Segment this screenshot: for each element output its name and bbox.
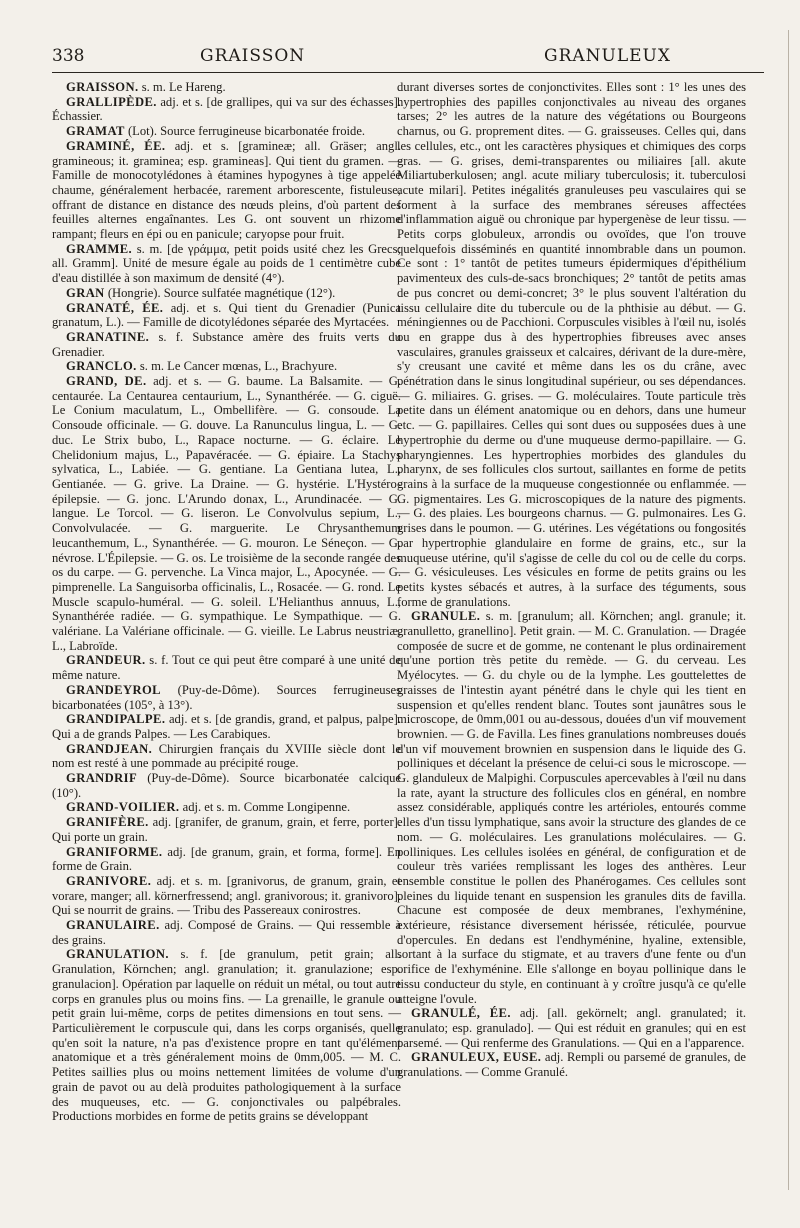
entry-headword: GRANDEUR. xyxy=(66,653,146,668)
page-number: 338 xyxy=(52,46,85,66)
header-right-word: GRANULEUX xyxy=(544,46,671,66)
dictionary-entry xyxy=(52,815,401,844)
entry-text: (Hongrie). Source sulfatée magnétique (12°). xyxy=(104,285,336,300)
dictionary-entry xyxy=(52,242,401,286)
dictionary-entry xyxy=(52,742,401,771)
entry-text: adj. [all. gekörnelt; angl. granulated; it. granulato; esp. granulado]. — Qui est réduit en granules; qui en est parsemé. — Qui renferme des Granulations. — Qui en a l'apparence. xyxy=(397,1006,746,1050)
entry-text: adj. et s. [gramineæ; all. Gräser; angl. gramineous; it. graminea; esp. gramineas]. Qui tient du gramen. — Famille de monocotylédones à étamines hypogynes à tige appelée chaume, généralement herbacée, rarement arborescente, fistuleuse, offrant de distance en distance des nœuds pleins, d'où partent des feuilles alternes engaînantes. Les G. ont souvent un rhizome rampant; fleurs en épi ou en panicule; caryopse pour fruit. xyxy=(52,138,401,242)
dictionary-entry xyxy=(52,80,401,95)
entry-text: adj. et s. [de grandis, grand, et palpus, palpe]. Qui a de grands Palpes. — Les Carabiques. xyxy=(52,712,401,741)
entry-headword: GRANULÉ, ÉE. xyxy=(411,1006,511,1021)
entry-text: (Lot). Source ferrugineuse bicarbonatée froide. xyxy=(124,124,366,139)
entry-headword: GRANIVORE. xyxy=(66,873,152,888)
dictionary-entry xyxy=(52,771,401,800)
entry-headword: GRANATÉ, ÉE. xyxy=(66,300,164,315)
dictionary-entry xyxy=(397,1050,746,1079)
dictionary-entry xyxy=(52,301,401,330)
entry-text: adj. et s. Qui tient du Grenadier (Punica granatum, L.). — Famille de dicotylédones séparée des Myrtacées. xyxy=(52,300,401,330)
dictionary-entry xyxy=(52,845,401,874)
entry-text: s. m. [de γράμμα, petit poids usité chez les Grecs; all. Gramm]. Unité de mesure égale au poids de 1 centimètre cube d'eau distillée à son maximum de densité (4°). xyxy=(52,241,401,286)
dictionary-entry xyxy=(52,330,401,359)
dictionary-entry xyxy=(52,947,401,1123)
entry-text: s. m. [granulum; all. Körnchen; angl. granule; it. granulletto, granellino]. Petit grain. — M. C. Granulation. — Dragée composée de sucre et de gomme, ne contenant le plus ordinairement qu'une portion très petite du remède. — G. du cerveau. Les Myélocytes. — G. du chyle ou de la lymphe. Les gouttelettes de graisses de l'intestin ayant pénétré dans le chyle qui les tient en suspension et qu'elles rendent blanc. Toutes sont jaunâtres sous le microscope, de 0mm,001 ou au-dessous, douées d'un vif mouvement brownien. — G. de Favilla. Les fines granulations nombreuses doués d'un vif mouvement brownien en suspension dans le liquide des G. polliniques et décelant la présence de celui-ci sous le microscope. — G. glanduleux de Malpighi. Corpuscules apercevables à l'œil nu dans la rate, ayant la structure des follicules clos en général, en nombre assez considérable, appliqués contre les artérioles, entourés comme elles d'un tissu lymphatique, sans avoir la structure des glandes de ce nom. — G. moléculaires. Les granulations moléculaires. — G. polliniques. Les cellules isolées en général, de configuration et de couleur très variées remplissant les loges des anthères. Leur ensemble constitue le pollen des Phanérogames. Ces cellules sont pleines du liquide tenant en suspension les granules dits de favilla. Chacune est composée de deux membranes, l'exhyménine, extérieure, résistance diversement hérissée, réticulée, pourvue d'opercules. En dedans est l'endhyménine, hyaline, extensible, sortant à la surface du stigmate, et au travers d'une fente ou d'un orifice de l'exhyménine. Elle s'allonge en boyau pollinique dans le tissu conducteur du style, en continuant à y croître jusqu'à ce qu'elle atteigne l'ovule. xyxy=(397,609,746,1006)
entry-headword: GRAISSON. xyxy=(66,80,139,94)
entry-headword: GRANULATION. xyxy=(66,947,169,962)
dictionary-entry xyxy=(397,80,746,609)
entry-text: (Puy-de-Dôme). Source bicarbonatée calcique (10°). xyxy=(52,771,401,800)
dictionary-entry xyxy=(52,286,401,301)
dictionary-entry xyxy=(52,139,401,242)
entry-text: s. f. Substance amère des fruits verts du Grenadier. xyxy=(52,329,401,359)
entry-headword: GRANULEUX, EUSE. xyxy=(411,1050,542,1065)
entry-text: s. f. Tout ce qui peut être comparé à une unité de même nature. xyxy=(52,653,401,683)
entry-text: adj. et s. [de grallipes, qui va sur des échasses]. Échassier. xyxy=(52,94,401,124)
dictionary-entry xyxy=(52,124,401,139)
dictionary-entry xyxy=(52,95,401,124)
dictionary-entry xyxy=(52,800,401,815)
dictionary-entry xyxy=(397,609,746,1006)
entry-text: adj. et s. — G. baume. La Balsamite. — G. centaurée. La Centaurea centaurium, L., Synanthérée. — G. ciguë. Le Conium maculatum, L., Ombellifère. — G. consoude. La Consoude officinale. — G. douve. La Ranunculus lingua, L. — G. duc. Le Strix bubo, L., Rapace nocturne. — G. éclaire. Le Chelidonium majus, L., Papavéracée. — G. épiaire. La Stachys sylvatica, L., Labiée. — G. gentiane. La Gentiana lutea, L., Gentianée. — G. grive. La Draine. — G. hystérie. L'Hystéro-épilepsie. — G. jonc. L'Arundo donax, L., Arundinacée. — G. langue. Le Torcol. — G. liseron. Le Convolvulus sepium, L., Convolvulacée. — G. marguerite. Le Chrysanthemum leucanthemum, L., Synanthérée. — G. mouron. Le Séneçon. — G. névrose. L'Épilepsie. — G. os. Le troisième de la seconde rangée des os du carpe. — G. pervenche. La Vinca major, L., Apocynée. — G. pimprenelle. La Sanguisorba officinalis, L., Rosacée. — G. rond. Le Muscle scapulo-huméral. — G. soleil. L'Helianthus annuus, L., Synanthérée radiée. — G. sympathique. Le Sympathique. — G. valériane. La Valériane officinale. — G. vieille. Le Labrus neustriæ, L., Labroïde. xyxy=(52,374,401,653)
entry-headword: GRANIFORME. xyxy=(66,844,163,859)
entry-text: Chirurgien français du XVIIIe siècle dont le nom est resté à une pommade au précipité rouge. xyxy=(52,741,401,771)
entry-text: adj. [granifer, de granum, grain, et ferre, porter]. Qui porte un grain. xyxy=(52,815,401,844)
entry-headword: GRAND-VOILIER. xyxy=(66,800,180,815)
right-column xyxy=(397,80,746,1080)
entry-text: adj. Rempli ou parsemé de granules, de granulations. — Comme Granulé. xyxy=(397,1050,746,1080)
entry-text: adj. et s. m. [granivorus, de granum, grain, et vorare, manger; all. körnerfressend; angl. granivorous; it. granivoro]. Qui se nourrit de grains. — Tribu des Passereaux conirostres. xyxy=(52,873,401,918)
entry-text: s. m. Le Cancer mœnas, L., Brachyure. xyxy=(136,359,338,374)
entry-text: adj. et s. m. Comme Longipenne. xyxy=(179,800,351,815)
dictionary-entry xyxy=(52,374,401,653)
entry-headword: GRAND, DE. xyxy=(66,374,147,389)
entry-headword: GRANDRIF xyxy=(66,771,138,786)
entry-headword: GRANIFÈRE. xyxy=(66,815,149,830)
dictionary-entry xyxy=(52,712,401,741)
entry-text: s. m. Le Hareng. xyxy=(138,80,226,94)
dictionary-entry xyxy=(52,683,401,712)
entry-headword: GRANCLO. xyxy=(66,359,137,374)
entry-headword: GRAMAT xyxy=(66,124,125,139)
entry-headword: GRANULAIRE. xyxy=(66,918,160,933)
entry-headword: GRANDIPALPE. xyxy=(66,712,166,727)
running-header xyxy=(52,42,764,73)
entry-headword: GRANDJEAN. xyxy=(66,741,153,756)
entry-text: adj. Composé de Grains. — Qui ressemble à des grains. xyxy=(52,918,401,947)
entry-headword: GRALLIPÈDE. xyxy=(66,94,157,109)
header-left-word: GRAISSON xyxy=(200,46,306,66)
entry-text: durant diverses sortes de conjonctivites. Elles sont : 1° les unes des hypertrophies des papilles conjonctivales au niveau des organes tarses; 2° les autres de la nature des végétations ou Bourgeons charnus, ou G. proprement dites. — G. graisseuses. Celles qui, dans les cellules, etc., ont les caractères physiques et chimiques des corps gras. — G. grises, demi-transparentes ou miliaires [all. akute Miliartuberkulosen; angl. acute miliary tuberculosis; it. tuberculosi acute milari]. Petites inégalités granuleuses peu vasculaires qui se forment à la surface des membranes séreuses affectées d'inflammation aiguë ou chronique par hypergenèse de leur tissu. — Petits corps globuleux, arrondis ou ovoïdes, que l'on trouve quelquefois disséminés en quantité innombrable dans un poumon. Ce sont : 1° tantôt de petites tumeurs épidermiques d'épithélium pavimenteux des culs-de-sacs bronchiques; 2° tantôt de petits amas de pus concret ou demi-concret; 3° le plus souvent l'altération du tissu cellulaire dite du tubercule ou de la phthisie au début. — G. méningiennes ou de Pacchioni. Corpuscules visibles à l'œil nu, isolés ou en grappe dus à des hypertrophies fibreuses avec anses vasculaires, granules graisseux et calcaires, dérivant de la dure-mère, s'y creusant une cavité et même dans les os du crâne, avec pénétration dans le sinus longitudinal supérieur, ou ses dépendances. — G. miliaires. G. grises. — G. moléculaires. Toute particule très petite dans un élément anatomique ou en dehors, dans une humeur etc. — G. papillaires. Celles qui sont dues ou supposées dues à une hypertrophie du derme ou d'une muqueuse dermo-papillaire. — G. pharyngiennes. Les hypertrophies morbides des glandules du pharynx, de ses follicules clos surtout, saillantes en forme de petits grains à la surface de la muqueuse congestionnée ou enflammée. — G. pigmentaires. Les G. microscopiques de la nature des pigments. — G. des plaies. Les bourgeons charnus. — G. pulmonaires. Les G. grises dans le poumon. — G. utérines. Les végétations ou fongosités par hypertrophie glandulaire en forme de grains, etc., sur la muqueuse utérine, qu'il s'agisse de celle du col ou de celle du corps. — G. vésiculeuses. Les vésicules en forme de petits grains ou les petits kystes sébacés et autres, à la surface des téguments, sous forme de granulations. xyxy=(397,80,746,609)
dictionary-entry xyxy=(52,359,401,374)
dictionary-entry xyxy=(52,874,401,918)
page-edge-rule xyxy=(788,30,789,1190)
entry-headword: GRAMME. xyxy=(66,241,133,256)
entry-text: s. f. [de granulum, petit grain; all. Granulation, Körnchen; angl. granulation; it. granulazione; esp. granulacion]. Opération par laquelle on réduit un métal, ou tout autre corps en granules plus ou moins fins. — La grenaille, le granule ou petit grain lui-même, corps de petites dimensions en tout sens. — Particulièrement le corpuscule qui, dans les corps organisés, quelle qu'en soit la nature, n'a pas d'existence propre en tant qu'élément anatomique et a très généralement moins de 0mm,005. — M. C. Petites saillies plus ou moins nettement limitées de volume d'un grain de pavot ou au delà produites pathologiquement à la surface des muqueuses, etc. — G. conjonctivales ou palpébrales. Productions morbides en forme de petits grains se développant xyxy=(52,947,401,1124)
entry-headword: GRAN xyxy=(66,285,105,300)
dictionary-entry xyxy=(52,653,401,682)
entry-headword: GRANATINE. xyxy=(66,329,150,344)
entry-headword: GRAMINÉ, ÉE. xyxy=(66,138,166,153)
dictionary-entry xyxy=(397,1006,746,1050)
entry-headword: GRANULE. xyxy=(411,609,481,624)
dictionary-entry xyxy=(52,918,401,947)
entry-text: adj. [de granum, grain, et forma, forme]. En forme de Grain. xyxy=(52,844,401,874)
left-column xyxy=(52,80,401,1124)
entry-headword: GRANDEYROL xyxy=(66,682,161,697)
entry-text: (Puy-de-Dôme). Sources ferrugineuses bicarbonatées (105°, à 13°). xyxy=(52,682,401,712)
